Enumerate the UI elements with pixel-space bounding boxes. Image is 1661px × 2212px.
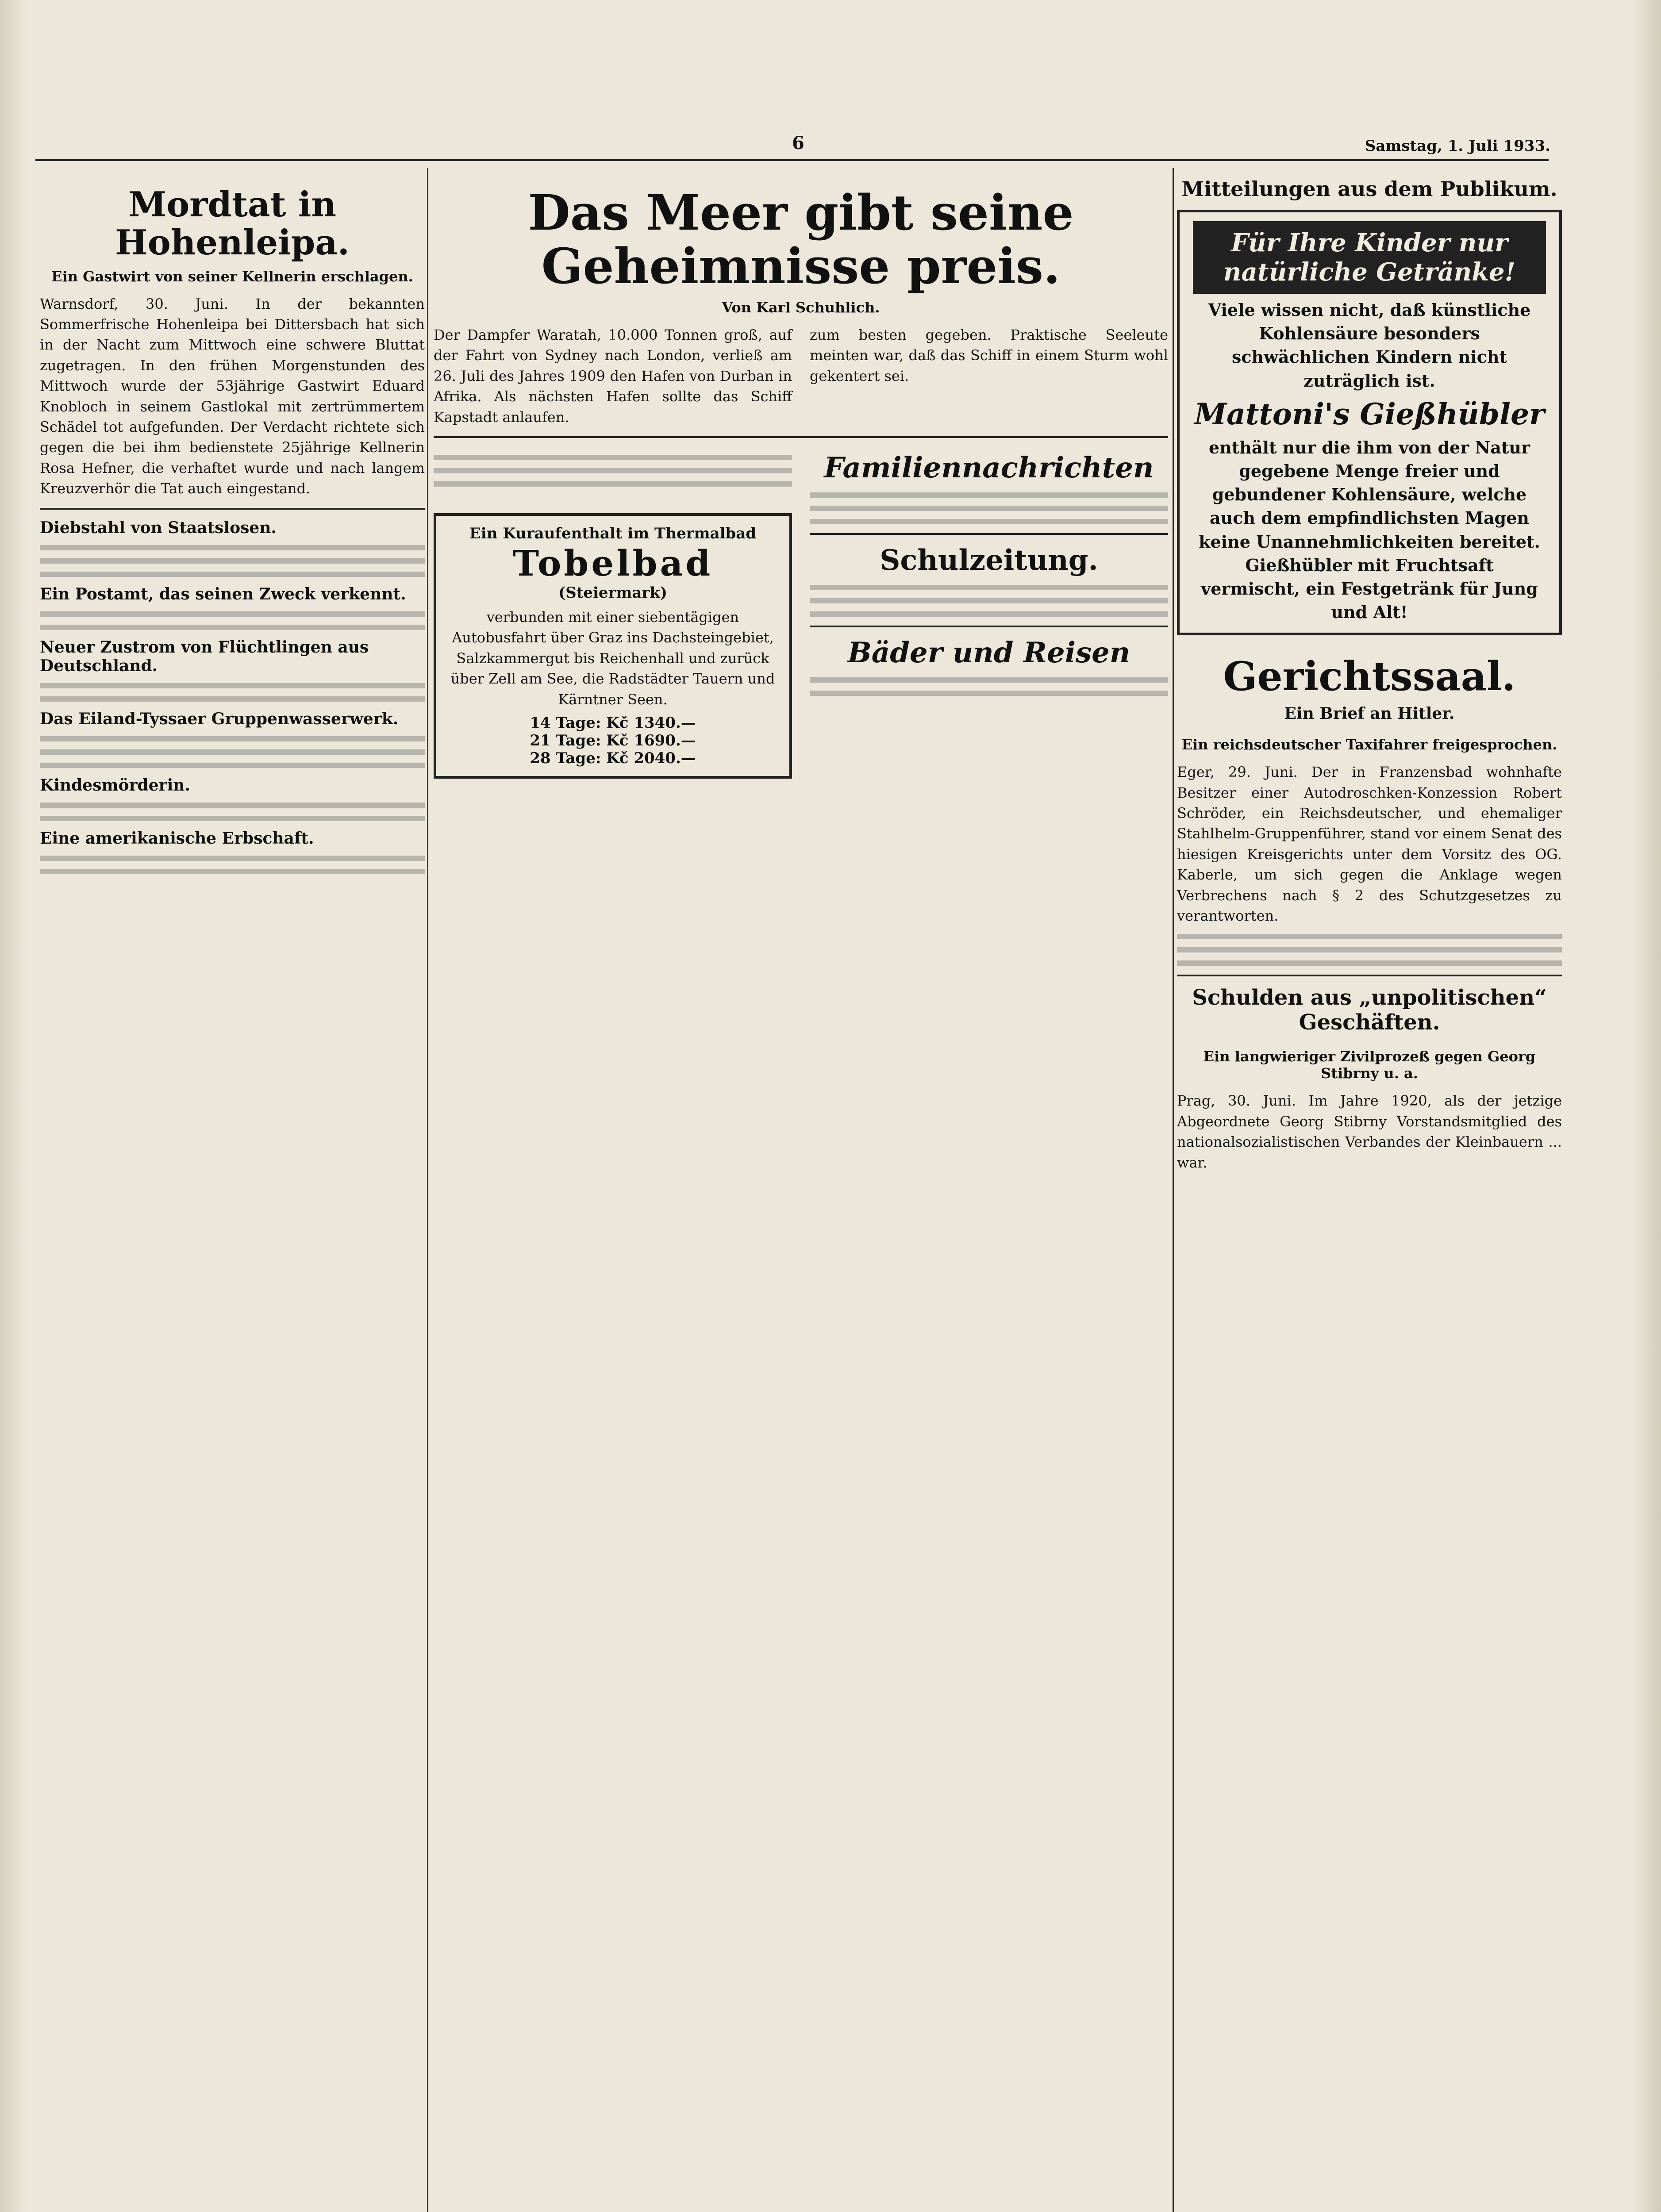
text-line [810, 519, 1168, 524]
article-meer-body [434, 325, 1168, 427]
school-news-title: Schulzeitung. [880, 543, 1098, 577]
text-line [434, 468, 792, 473]
mattoni-ad-text2: enthält nur die ihm von der Natur gegebene Menge freier und gebundener Kohlensäure, welche auch dem empfindlichsten Magen keine Unannehmlichkeiten bereitet. Gießhübler mit Fruchtsaft vermischt, ein Festgetränk für Jung und Alt! [1199, 437, 1540, 622]
travel-title: Bäder und Reisen [847, 636, 1130, 669]
schulden-title: Schulden aus „unpolitischen“ Geschäften. [1192, 985, 1547, 1035]
text-line [810, 492, 1168, 498]
item-head-erbschaft: Eine amerikanische Erbschaft. [40, 829, 314, 848]
text-line [1177, 934, 1562, 939]
tobelbad-ad-name: Tobelbad [512, 542, 713, 584]
item-head-postamt: Ein Postamt, das seinen Zweck verkennt. [40, 584, 406, 603]
article-mordtat-body: Warnsdorf, 30. Juni. In der bekannten Sommerfrische Hohenleipa bei Dittersbach hat sich in der Nacht zum Mittwoch eine schwere Bluttat zugetragen. In den frühen Morgenstunden des Mittwoch wurde der 53jährige Gastwirt Eduard Knobloch in seinem Gastlokal mit zertrümmertem Schädel tot aufgefunden. Der Verdacht richtete sich gegen die bei ihm bedienstete 25jährige Kellnerin Rosa Hefner, die verhaftet wurde und nach langem Kreuzverhör die Tat auch eingestand. [40, 295, 425, 497]
text-line [40, 545, 425, 550]
header-date: Samstag, 1. Juli 1933. [1365, 137, 1550, 155]
item-head-wasserwerk: Das Eiland-Tyssaer Gruppenwasserwerk. [40, 709, 399, 728]
mattoni-ad-headline: Für Ihre Kinder nur natürliche Getränke! [1193, 221, 1546, 294]
section-divider [810, 626, 1168, 627]
tobelbad-price: 28 Tage: Kč 2040.— [530, 749, 696, 767]
text-line [40, 803, 425, 808]
text-line [810, 677, 1168, 683]
text-line [40, 572, 425, 577]
text-line [434, 455, 792, 460]
column-divider [427, 168, 428, 2212]
article-divider [1177, 975, 1562, 976]
column-divider [1173, 168, 1174, 2212]
column-right [1177, 168, 1562, 1173]
family-news-title: Familiennachrichten [824, 451, 1154, 484]
headline-mordtat: Mordtat in Hohenleipa. [115, 184, 350, 263]
mattoni-ad [1177, 210, 1562, 635]
tobelbad-ad-intro: Ein Kuraufenthalt im Thermalbad [469, 524, 757, 542]
text-line [810, 598, 1168, 603]
text-line [1177, 960, 1562, 966]
text-line [810, 585, 1168, 590]
article-meer-text-left: Der Dampfer Waratah, 10.000 Tonnen groß, auf der Fahrt von Sydney nach London, verließ am 26. Juli des Jahres 1909 den Hafen von Durban in Afrika. Als nächsten Hafen sollte das Schiff Kapstadt anlaufen. [434, 326, 792, 426]
section-divider [810, 533, 1168, 535]
text-line [40, 558, 425, 564]
text-line [40, 625, 425, 630]
item-head-kindesmoerderin: Kindesmörderin. [40, 776, 190, 795]
tobelbad-price: 21 Tage: Kč 1690.— [530, 731, 696, 749]
text-line [40, 856, 425, 861]
mattoni-ad-text1: Viele wissen nicht, daß künstliche Kohlensäure besonders schwächlichen Kindern nicht zuträglich ist. [1208, 300, 1531, 391]
tobelbad-price: 14 Tage: Kč 1340.— [530, 714, 696, 732]
tobelbad-ad-text: verbunden mit einer siebentägigen Autobusfahrt über Graz ins Dachsteingebiet, Salzkammergut bis Reichenhall und zurück über Zell am See, die Radstädter Tauern und Kärntner Seen. [450, 608, 775, 708]
item-head-diebstahl: Diebstahl von Staatslosen. [40, 518, 277, 537]
text-line [40, 736, 425, 741]
lower-center-left [434, 447, 792, 787]
schulden-subtitle: Ein langwieriger Zivilprozeß gegen Georg Stibrny u. a. [1203, 1048, 1536, 1082]
text-line [40, 611, 425, 617]
text-line [40, 696, 425, 702]
text-line [40, 763, 425, 768]
lower-center-columns [434, 447, 1168, 787]
text-line [810, 506, 1168, 511]
lower-center-right [810, 447, 1168, 787]
header-rule [35, 159, 1549, 161]
article-divider [434, 436, 1168, 438]
gerichtssaal-title: Gerichtssaal. [1223, 653, 1516, 700]
tobelbad-ad-region: (Steiermark) [558, 584, 667, 602]
gerichtssaal-subsubtitle: Ein reichsdeutscher Taxifahrer freigesprochen. [1181, 736, 1557, 753]
text-line [1177, 947, 1562, 952]
item-head-fluechtlinge: Neuer Zustrom von Flüchtlingen aus Deutschland. [40, 637, 369, 675]
article-meer-text-right: zum besten gegeben. Praktische Seeleute meinten war, daß das Schiff in einem Sturm wohl gekentert sei. [810, 326, 1168, 384]
article-divider [40, 508, 425, 510]
mattoni-ad-brand: Mattoni's Gießhübler [1194, 396, 1545, 431]
byline-meer: Von Karl Schuhlich. [722, 299, 880, 316]
subhead-mordtat: Ein Gastwirt von seiner Kellnerin erschlagen. [51, 268, 413, 285]
text-line [40, 683, 425, 688]
column-center [434, 168, 1168, 787]
gerichtssaal-body: Eger, 29. Juni. Der in Franzensbad wohnhafte Besitzer einer Autodroschken-Konzession Robert Schröder, ein Reichsdeutscher, und ehemaliger Stahlhelm-Gruppenführer, stand vor einem Senat des hiesigen Kreisgerichts unter dem Vorsitz des OG. Kaberle, um sich gegen die Anklage wegen Verbrechens nach § 2 des Schutzgesetzes zu verantworten. [1177, 764, 1562, 924]
publikum-box-title: Mitteilungen aus dem Publikum. [1181, 177, 1557, 201]
gerichtssaal-subtitle: Ein Brief an Hitler. [1284, 704, 1455, 723]
text-line [810, 691, 1168, 696]
text-line [40, 749, 425, 755]
column-left [40, 168, 425, 882]
schulden-body: Prag, 30. Juni. Im Jahre 1920, als der jetzige Abgeordnete Georg Stibrny Vorstandsmitglied des nationalsozialistischen Verbandes der Kleinbauern ... war. [1177, 1092, 1562, 1171]
tobelbad-ad [434, 513, 792, 779]
text-line [40, 869, 425, 874]
text-line [40, 816, 425, 821]
page-number: 6 [792, 133, 804, 154]
text-line [810, 611, 1168, 617]
text-line [434, 481, 792, 487]
headline-meer: Das Meer gibt seine Geheimnisse preis. [528, 184, 1074, 295]
